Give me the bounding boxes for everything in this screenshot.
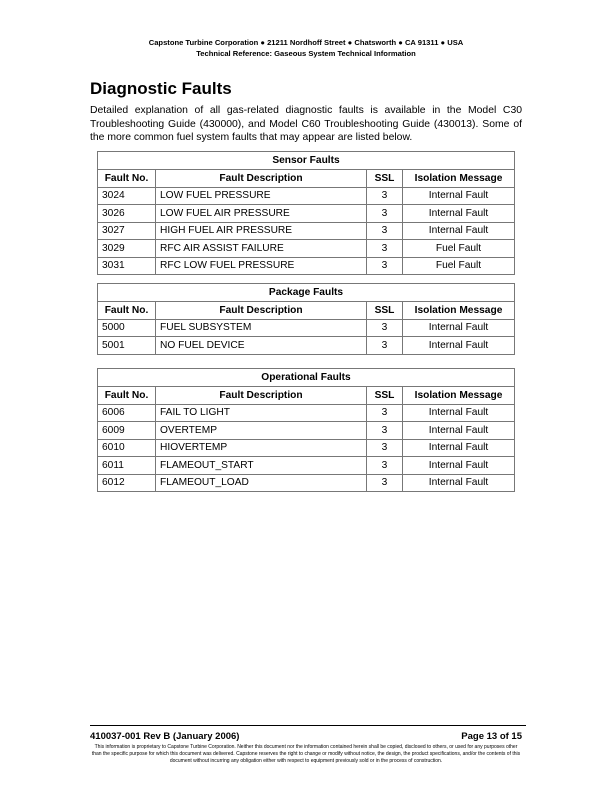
col-header-ssl: SSL — [367, 302, 403, 320]
isolation-message-cell: Internal Fault — [403, 404, 515, 422]
col-header-isolation-message: Isolation Message — [403, 170, 515, 188]
col-header-fault-description: Fault Description — [156, 387, 367, 405]
ssl-cell: 3 — [367, 457, 403, 475]
isolation-message-cell: Fuel Fault — [403, 257, 515, 275]
fault-description-cell: FAIL TO LIGHT — [156, 404, 367, 422]
sensor-faults-table — [97, 151, 515, 275]
isolation-message-cell: Fuel Fault — [403, 240, 515, 258]
fault-description-cell: HIGH FUEL AIR PRESSURE — [156, 222, 367, 240]
table-row — [98, 257, 515, 275]
isolation-message-cell: Internal Fault — [403, 474, 515, 492]
col-header-ssl: SSL — [367, 170, 403, 188]
ssl-cell: 3 — [367, 187, 403, 205]
col-header-fault-description: Fault Description — [156, 302, 367, 320]
table-row — [98, 319, 515, 337]
col-header-fault-no: Fault No. — [98, 387, 156, 405]
header-address: Capstone Turbine Corporation ● 21211 Nordhoff Street ● Chatsworth ● CA 91311 ● USA — [148, 38, 464, 47]
isolation-message-cell: Internal Fault — [403, 422, 515, 440]
table-caption: Operational Faults — [98, 369, 515, 387]
ssl-cell: 3 — [367, 222, 403, 240]
isolation-message-cell: Internal Fault — [403, 222, 515, 240]
page-number: Page 13 of 15 — [461, 731, 522, 742]
page-header — [0, 37, 612, 59]
col-header-fault-no: Fault No. — [98, 170, 156, 188]
table-row — [98, 422, 515, 440]
table-caption: Sensor Faults — [98, 152, 515, 170]
table-row — [98, 404, 515, 422]
table-row — [98, 205, 515, 223]
ssl-cell: 3 — [367, 240, 403, 258]
fault-description-cell: RFC LOW FUEL PRESSURE — [156, 257, 367, 275]
package-faults-table — [97, 283, 515, 355]
isolation-message-cell: Internal Fault — [403, 439, 515, 457]
isolation-message-cell: Internal Fault — [403, 205, 515, 223]
fault-number-cell: 6009 — [98, 422, 156, 440]
ssl-cell: 3 — [367, 422, 403, 440]
table-row — [98, 457, 515, 475]
fault-number-cell: 6012 — [98, 474, 156, 492]
fault-number-cell: 3027 — [98, 222, 156, 240]
fault-number-cell: 6011 — [98, 457, 156, 475]
isolation-message-cell: Internal Fault — [403, 319, 515, 337]
fault-description-cell: LOW FUEL AIR PRESSURE — [156, 205, 367, 223]
fault-description-cell: RFC AIR ASSIST FAILURE — [156, 240, 367, 258]
isolation-message-cell: Internal Fault — [403, 457, 515, 475]
col-header-isolation-message: Isolation Message — [403, 387, 515, 405]
col-header-fault-description: Fault Description — [156, 170, 367, 188]
ssl-cell: 3 — [367, 337, 403, 355]
operational-faults-table — [97, 368, 515, 492]
isolation-message-cell: Internal Fault — [403, 337, 515, 355]
footer-divider — [90, 725, 526, 726]
fault-description-cell: FLAMEOUT_LOAD — [156, 474, 367, 492]
fault-description-cell: LOW FUEL PRESSURE — [156, 187, 367, 205]
fault-description-cell: OVERTEMP — [156, 422, 367, 440]
col-header-fault-no: Fault No. — [98, 302, 156, 320]
fault-number-cell: 3024 — [98, 187, 156, 205]
table-caption: Package Faults — [98, 284, 515, 302]
ssl-cell: 3 — [367, 319, 403, 337]
table-row — [98, 222, 515, 240]
intro-paragraph: Detailed explanation of all gas-related diagnostic faults is available in the Model C30 Troubleshooting Guide (430000), and Model C60 Troubleshooting Guide (430013). Some of the more common fuel system faults that may appear are listed below. — [90, 105, 522, 143]
table-row — [98, 474, 515, 492]
ssl-cell: 3 — [367, 205, 403, 223]
fault-number-cell: 5000 — [98, 319, 156, 337]
table-row — [98, 240, 515, 258]
legal-notice: This information is proprietary to Capstone Turbine Corporation. Neither this document nor the information contained herein shall be copied, disclosed to others, or used for any purposes other than the specific purpose for which this document was delivered. Capstone reserves the right to change or modify without notice, the design, the product specifications, and/or the contents of this document without incurring any obligation either with respect to equipment previously sold or in the process of construction. — [91, 744, 521, 764]
fault-description-cell: FUEL SUBSYSTEM — [156, 319, 367, 337]
fault-number-cell: 3026 — [98, 205, 156, 223]
ssl-cell: 3 — [367, 404, 403, 422]
ssl-cell: 3 — [367, 257, 403, 275]
table-row — [98, 187, 515, 205]
col-header-isolation-message: Isolation Message — [403, 302, 515, 320]
fault-description-cell: NO FUEL DEVICE — [156, 337, 367, 355]
fault-description-cell: FLAMEOUT_START — [156, 457, 367, 475]
table-row — [98, 337, 515, 355]
header-reference: Technical Reference: Gaseous System Technical Information — [196, 49, 416, 58]
fault-description-cell: HIOVERTEMP — [156, 439, 367, 457]
section-title: Diagnostic Faults — [90, 79, 232, 98]
fault-number-cell: 3029 — [98, 240, 156, 258]
document-number: 410037-001 Rev B (January 2006) — [90, 731, 240, 742]
ssl-cell: 3 — [367, 439, 403, 457]
fault-number-cell: 3031 — [98, 257, 156, 275]
fault-number-cell: 5001 — [98, 337, 156, 355]
col-header-ssl: SSL — [367, 387, 403, 405]
fault-number-cell: 6006 — [98, 404, 156, 422]
ssl-cell: 3 — [367, 474, 403, 492]
table-row — [98, 439, 515, 457]
fault-number-cell: 6010 — [98, 439, 156, 457]
isolation-message-cell: Internal Fault — [403, 187, 515, 205]
